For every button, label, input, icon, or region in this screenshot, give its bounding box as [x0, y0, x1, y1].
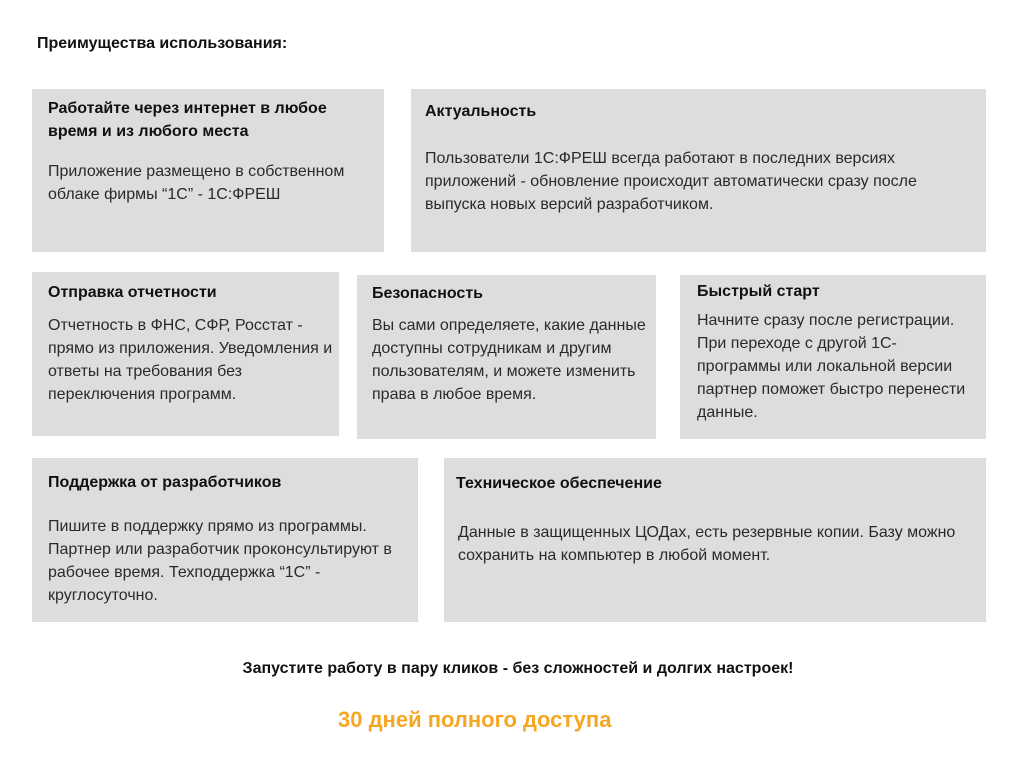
card-relevance [411, 89, 986, 252]
card-security [357, 275, 656, 439]
card-title: Актуальность [425, 103, 537, 120]
card-internet-access [32, 89, 384, 252]
card-text: Начните сразу после регистрации. При переходе с другой 1С-программы или локальной версии партнер поможет быстро перенести данные. [697, 312, 966, 421]
card-title: Работайте через интернет в любое время и из любого места [48, 100, 327, 140]
card-technical-support [444, 458, 986, 622]
card-quick-start [680, 275, 986, 439]
card-reporting [32, 272, 339, 436]
card-title: Техническое обеспечение [456, 475, 662, 492]
card-developer-support [32, 458, 418, 622]
card-text: Данные в защищенных ЦОДах, есть резервные копии. Базу можно сохранить на компьютер в любой момент. [458, 524, 956, 564]
card-text: Пользователи 1С:ФРЕШ всегда работают в последних версиях приложений - обновление происходит автоматически сразу после выпуска новых версий разработчиком. [425, 150, 917, 213]
card-title: Отправка отчетности [48, 284, 217, 301]
card-text: Отчетность в ФНС, СФР, Росстат - прямо из приложения. Уведомления и ответы на требования без переключения программ. [48, 317, 333, 403]
section-heading: Преимущества использования: [37, 35, 288, 52]
card-title: Безопасность [372, 285, 483, 302]
call-to-action-text: Запустите работу в пару кликов - без сложностей и долгих настроек! [242, 660, 794, 677]
card-text: Приложение размещено в собственном облаке фирмы “1С” - 1С:ФРЕШ [48, 163, 345, 203]
trial-offer-link[interactable]: 30 дней полного доступа [338, 707, 612, 732]
card-text: Пишите в поддержку прямо из программы. Партнер или разработчик проконсультируют в рабочее время. Техподдержка “1С” - круглосуточно. [48, 518, 392, 604]
card-title: Поддержка от разработчиков [48, 474, 282, 491]
card-title: Быстрый старт [697, 283, 820, 300]
card-text: Вы сами определяете, какие данные доступны сотрудникам и другим пользователям, и можете изменить права в любое время. [372, 317, 646, 403]
